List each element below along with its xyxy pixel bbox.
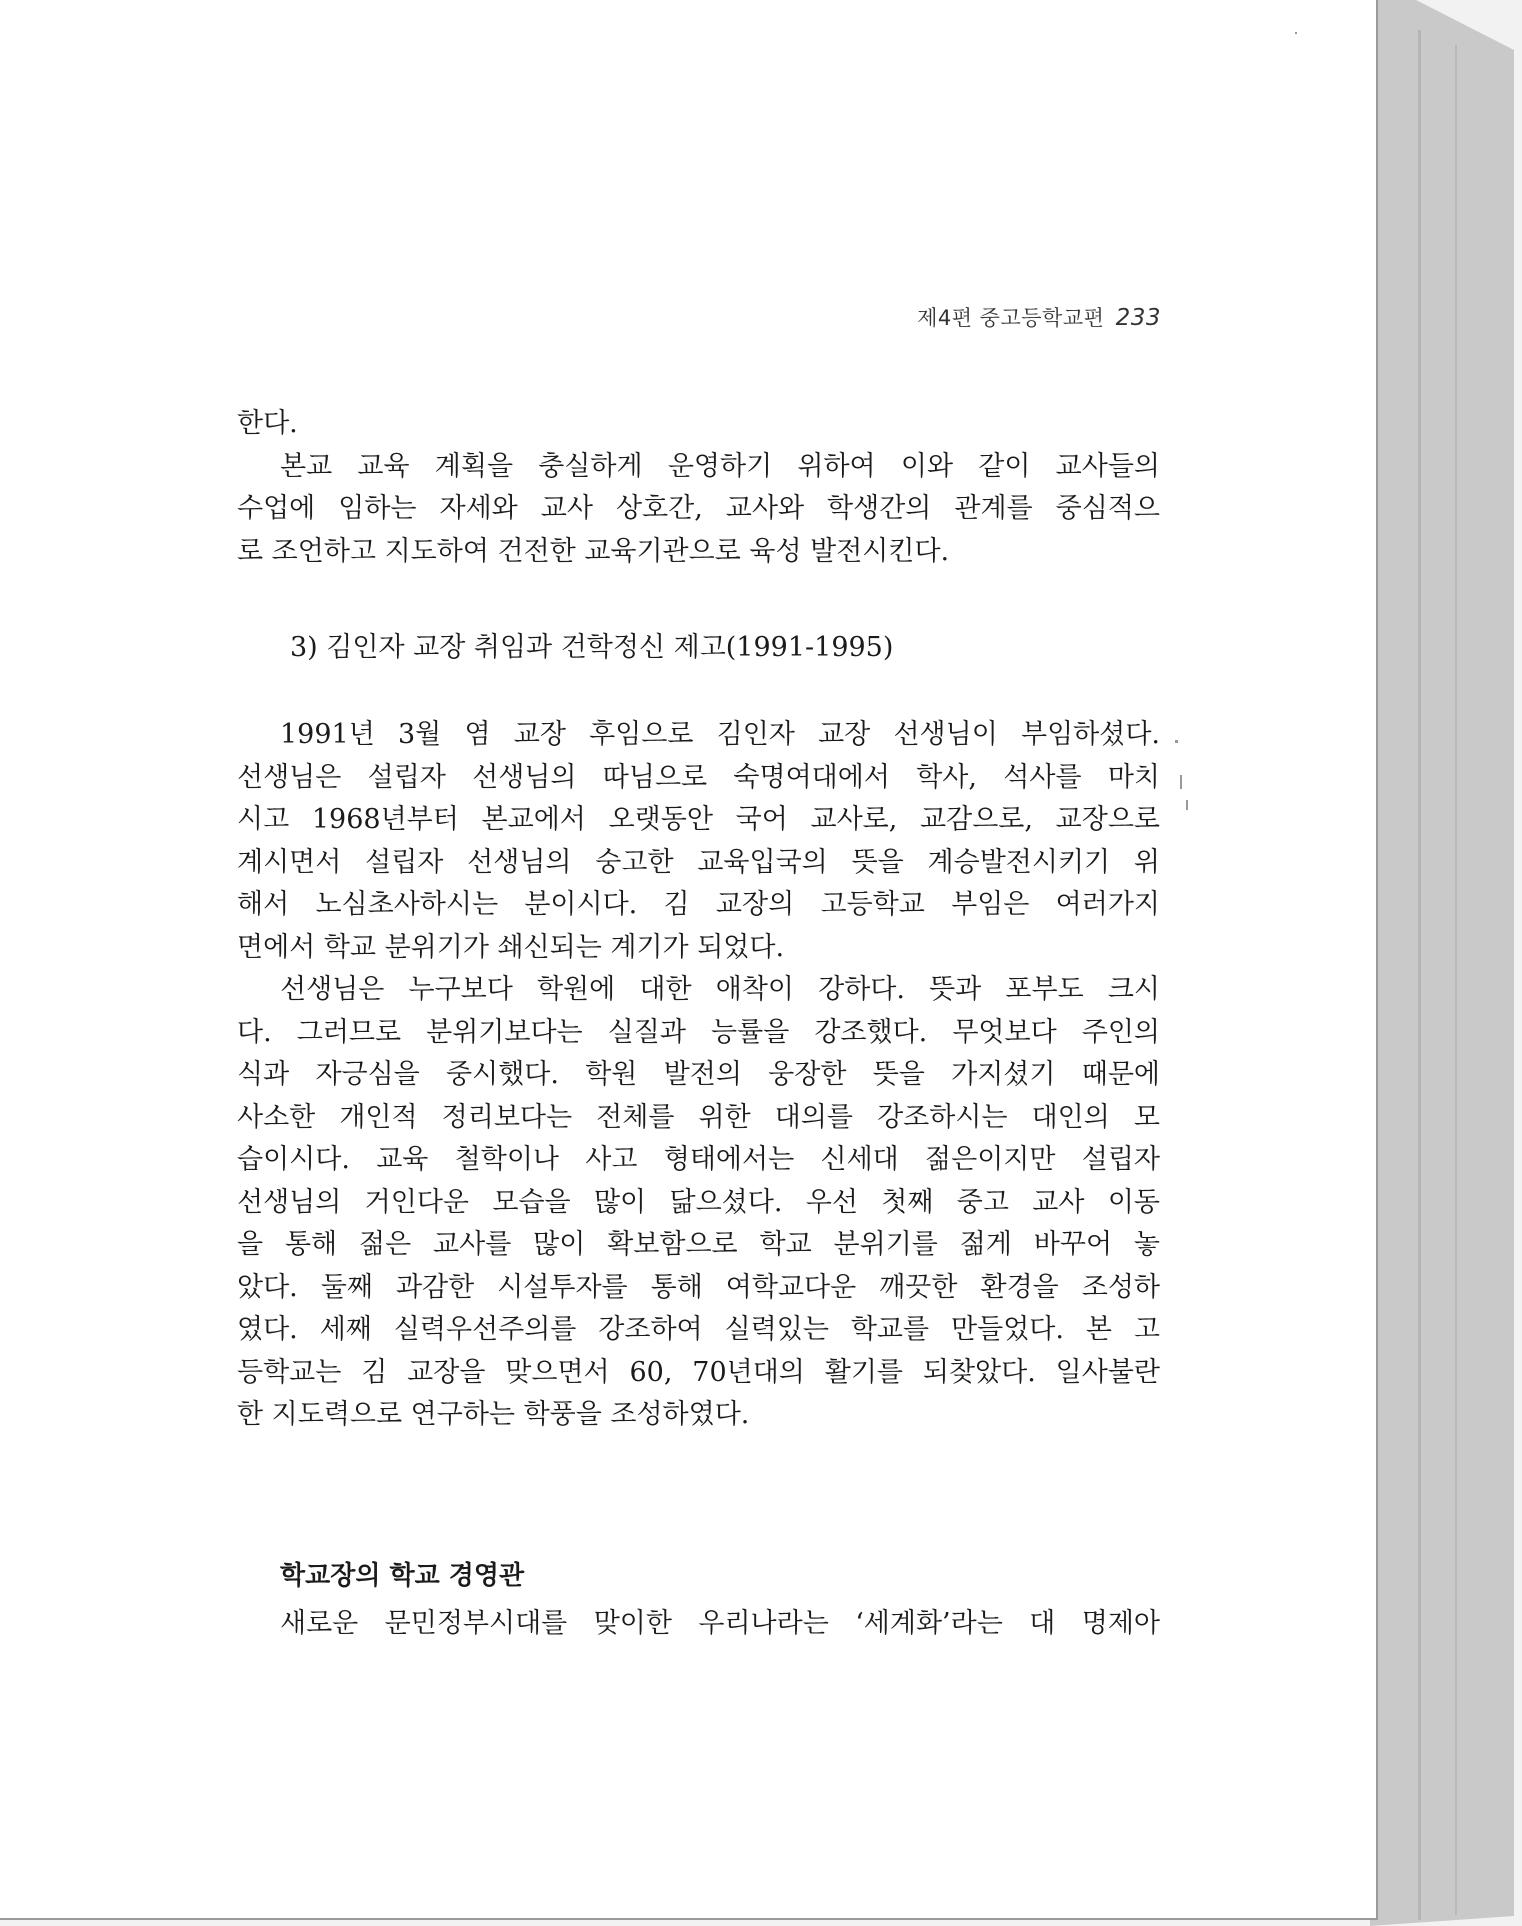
text-line: 로 조언하고 지도하여 건전한 교육기관으로 육성 발전시킨다. xyxy=(237,535,950,567)
text-line: 았다. 둘째 과감한 시설투자를 통해 여학교다운 깨끗한 환경을 조성하 xyxy=(237,1271,1160,1303)
scan-speck xyxy=(1180,775,1182,789)
final-paragraph xyxy=(237,1603,1160,1646)
text-line: 시고 1968년부터 본교에서 오랫동안 국어 교사로, 교감으로, 교장으로 xyxy=(237,804,1160,835)
text-line: 본교 교육 계획을 충실하게 운영하기 위하여 이와 같이 교사들의 xyxy=(280,450,1160,482)
section-body xyxy=(237,714,1160,1437)
text-line: 1991년 3월 염 교장 후임으로 김인자 교장 선생님이 부임하셨다. xyxy=(280,719,1160,750)
text-line: 다. 그러므로 분위기보다는 실질과 능률을 강조했다. 무엇보다 주인의 xyxy=(237,1016,1160,1048)
scan-speck xyxy=(1186,800,1188,810)
page-stack-line xyxy=(1418,30,1421,1920)
text-line: 면에서 학교 분위기가 쇄신되는 계기가 되었다. xyxy=(237,931,785,963)
text-line: 선생님은 설립자 선생님의 따님으로 숙명여대에서 학사, 석사를 마치 xyxy=(237,761,1160,793)
running-head-title: 제4편 중고등학교편 xyxy=(917,306,1105,330)
text-line: 계시면서 설립자 선생님의 숭고한 교육입국의 뜻을 계승발전시키기 위 xyxy=(237,846,1160,878)
page-stack-line xyxy=(1455,45,1457,1915)
text-line: 선생님은 누구보다 학원에 대한 애착이 강하다. 뜻과 포부도 크시 xyxy=(280,974,1160,1005)
text-line: 등학교는 김 교장을 맞으면서 60, 70년대의 활기를 되찾았다. 일사불란 xyxy=(237,1356,1160,1388)
intro-paragraph xyxy=(237,403,1160,573)
section-title: 학교장의 학교 경영관 xyxy=(280,1561,525,1591)
text-line: 선생님의 거인다운 모습을 많이 닮으셨다. 우선 첫째 중고 교사 이동 xyxy=(237,1186,1160,1218)
text-line: 을 통해 젊은 교사를 많이 확보함으로 학교 분위기를 젊게 바꾸어 놓 xyxy=(237,1229,1160,1260)
text-line: 식과 자긍심을 중시했다. 학원 발전의 웅장한 뜻을 가지셨기 때문에 xyxy=(237,1059,1160,1090)
page-number: 233 xyxy=(1115,305,1161,331)
text-line: 였다. 세째 실력우선주의를 강조하여 실력있는 학교를 만들었다. 본 고 xyxy=(237,1314,1160,1345)
page-stack-edge xyxy=(1370,0,1514,1926)
text-line: 사소한 개인적 정리보다는 전체를 위한 대의를 강조하시는 대인의 모 xyxy=(237,1101,1160,1133)
text-line: 해서 노심초사하시는 분이시다. 김 교장의 고등학교 부임은 여러가지 xyxy=(237,889,1160,920)
text-line: 한다. xyxy=(237,408,298,439)
subheading: 3) 김인자 교장 취임과 건학정신 제고(1991-1995) xyxy=(290,632,894,663)
scan-speck xyxy=(1295,32,1297,34)
text-line: 수업에 임하는 자세와 교사 상호간, 교사와 학생간의 관계를 중심적으 xyxy=(237,493,1160,524)
text-line: 습이시다. 교육 철학이나 사고 형태에서는 신세대 젊은이지만 설립자 xyxy=(237,1144,1160,1175)
running-head xyxy=(917,302,1161,332)
scan-speck xyxy=(1175,740,1178,743)
text-line: 한 지도력으로 연구하는 학풍을 조성하였다. xyxy=(237,1399,750,1430)
text-line: 새로운 문민정부시대를 맞이한 우리나라는 ‘세계화’라는 대 명제아 xyxy=(280,1608,1160,1639)
